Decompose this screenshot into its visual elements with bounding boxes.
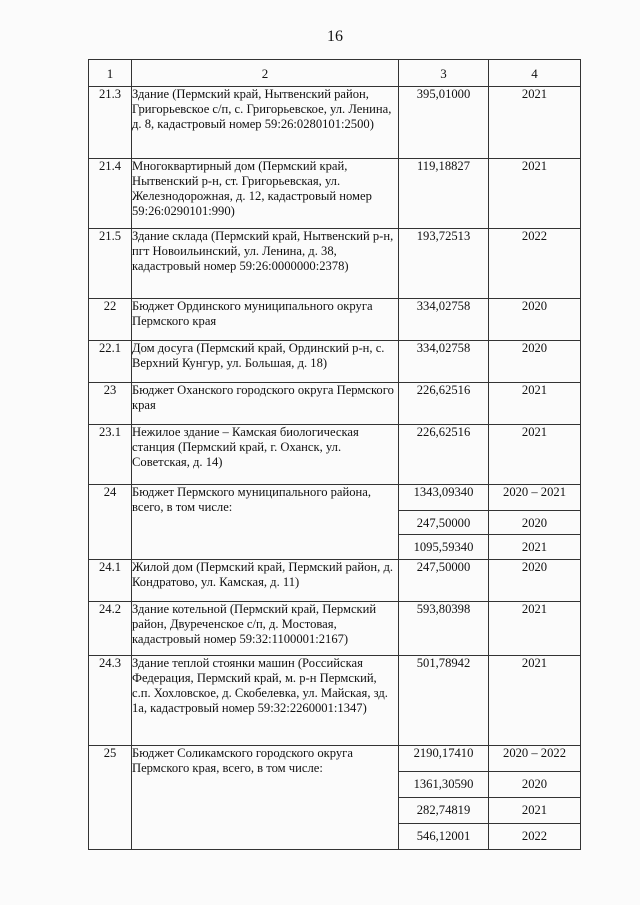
row-number: 21.3	[89, 87, 132, 159]
table-body	[89, 87, 581, 850]
row-year: 2020 – 2021	[489, 485, 581, 511]
row-year: 2020	[489, 511, 581, 535]
row-description: Здание (Пермский край, Нытвенский район, Григорьевское с/п, с. Григорьевское, ул. Ленина, д. 8, кадастровый номер 59:26:0280101:2500)	[132, 87, 399, 159]
row-year: 2021	[489, 425, 581, 485]
row-number: 23.1	[89, 425, 132, 485]
row-year: 2021	[489, 798, 581, 824]
row-description: Бюджет Ординского муниципального округа Пермского края	[132, 299, 399, 341]
row-number: 24	[89, 485, 132, 560]
row-description: Многоквартирный дом (Пермский край, Нытвенский р-н, ст. Григорьевская, ул. Железнодорожная, д. 12, кадастровый номер 59:26:0290101:990)	[132, 159, 399, 229]
row-year: 2020	[489, 341, 581, 383]
row-value: 1095,59340	[399, 535, 489, 560]
row-description: Бюджет Пермского муниципального района, всего, в том числе:	[132, 485, 399, 560]
table-row	[89, 383, 581, 425]
row-number: 24.3	[89, 656, 132, 746]
table-row	[89, 159, 581, 229]
row-value: 226,62516	[399, 383, 489, 425]
row-year: 2021	[489, 535, 581, 560]
document-table	[88, 59, 581, 850]
row-year: 2022	[489, 229, 581, 299]
row-description: Здание теплой стоянки машин (Российская Федерация, Пермский край, м. р-н Пермский, с.п. Хохловское, д. Скобелевка, ул. Майская, зд. 1а, кадастровый номер 59:32:2260001:1347)	[132, 656, 399, 746]
table-row	[89, 485, 581, 511]
row-year: 2021	[489, 383, 581, 425]
table-header-row	[89, 60, 581, 87]
row-value: 193,72513	[399, 229, 489, 299]
row-year: 2022	[489, 824, 581, 850]
table-row	[89, 746, 581, 772]
row-value: 282,74819	[399, 798, 489, 824]
row-year: 2020	[489, 772, 581, 798]
row-description: Здание склада (Пермский край, Нытвенский р-н, пгт Новоильинский, ул. Ленина, д. 38, кадастровый номер 59:26:0000000:2378)	[132, 229, 399, 299]
row-description: Бюджет Оханского городского округа Пермского края	[132, 383, 399, 425]
page-number: 16	[327, 28, 343, 45]
row-value: 334,02758	[399, 341, 489, 383]
row-value: 501,78942	[399, 656, 489, 746]
row-number: 21.5	[89, 229, 132, 299]
table-row	[89, 87, 581, 159]
row-description: Нежилое здание – Камская биологическая станция (Пермский край, г. Оханск, ул. Советская, д. 14)	[132, 425, 399, 485]
row-year: 2021	[489, 602, 581, 656]
row-number: 22.1	[89, 341, 132, 383]
row-description: Здание котельной (Пермский край, Пермский район, Двуреченское с/п, д. Мостовая, кадастровый номер 59:32:1100001:2167)	[132, 602, 399, 656]
row-value: 247,50000	[399, 511, 489, 535]
row-year: 2020	[489, 560, 581, 602]
table-row	[89, 299, 581, 341]
row-description: Бюджет Соликамского городского округа Пермского края, всего, в том числе:	[132, 746, 399, 850]
table-row	[89, 341, 581, 383]
table-row	[89, 425, 581, 485]
row-value: 247,50000	[399, 560, 489, 602]
row-number: 22	[89, 299, 132, 341]
row-value: 1343,09340	[399, 485, 489, 511]
row-value: 2190,17410	[399, 746, 489, 772]
row-number: 25	[89, 746, 132, 850]
row-value: 395,01000	[399, 87, 489, 159]
table-row	[89, 656, 581, 746]
row-value: 226,62516	[399, 425, 489, 485]
row-value: 1361,30590	[399, 772, 489, 798]
table-row	[89, 560, 581, 602]
row-year: 2021	[489, 87, 581, 159]
row-year: 2020	[489, 299, 581, 341]
row-value: 119,18827	[399, 159, 489, 229]
row-number: 24.2	[89, 602, 132, 656]
column-header: 3	[399, 60, 489, 87]
row-value: 593,80398	[399, 602, 489, 656]
row-number: 23	[89, 383, 132, 425]
row-number: 21.4	[89, 159, 132, 229]
row-description: Жилой дом (Пермский край, Пермский район, д. Кондратово, ул. Камская, д. 11)	[132, 560, 399, 602]
table-row	[89, 229, 581, 299]
column-header: 1	[89, 60, 132, 87]
row-value: 334,02758	[399, 299, 489, 341]
column-header: 4	[489, 60, 581, 87]
row-year: 2021	[489, 656, 581, 746]
column-header: 2	[132, 60, 399, 87]
row-description: Дом досуга (Пермский край, Ординский р-н, с. Верхний Кунгур, ул. Большая, д. 18)	[132, 341, 399, 383]
table-row	[89, 602, 581, 656]
row-number: 24.1	[89, 560, 132, 602]
row-year: 2021	[489, 159, 581, 229]
row-year: 2020 – 2022	[489, 746, 581, 772]
row-value: 546,12001	[399, 824, 489, 850]
